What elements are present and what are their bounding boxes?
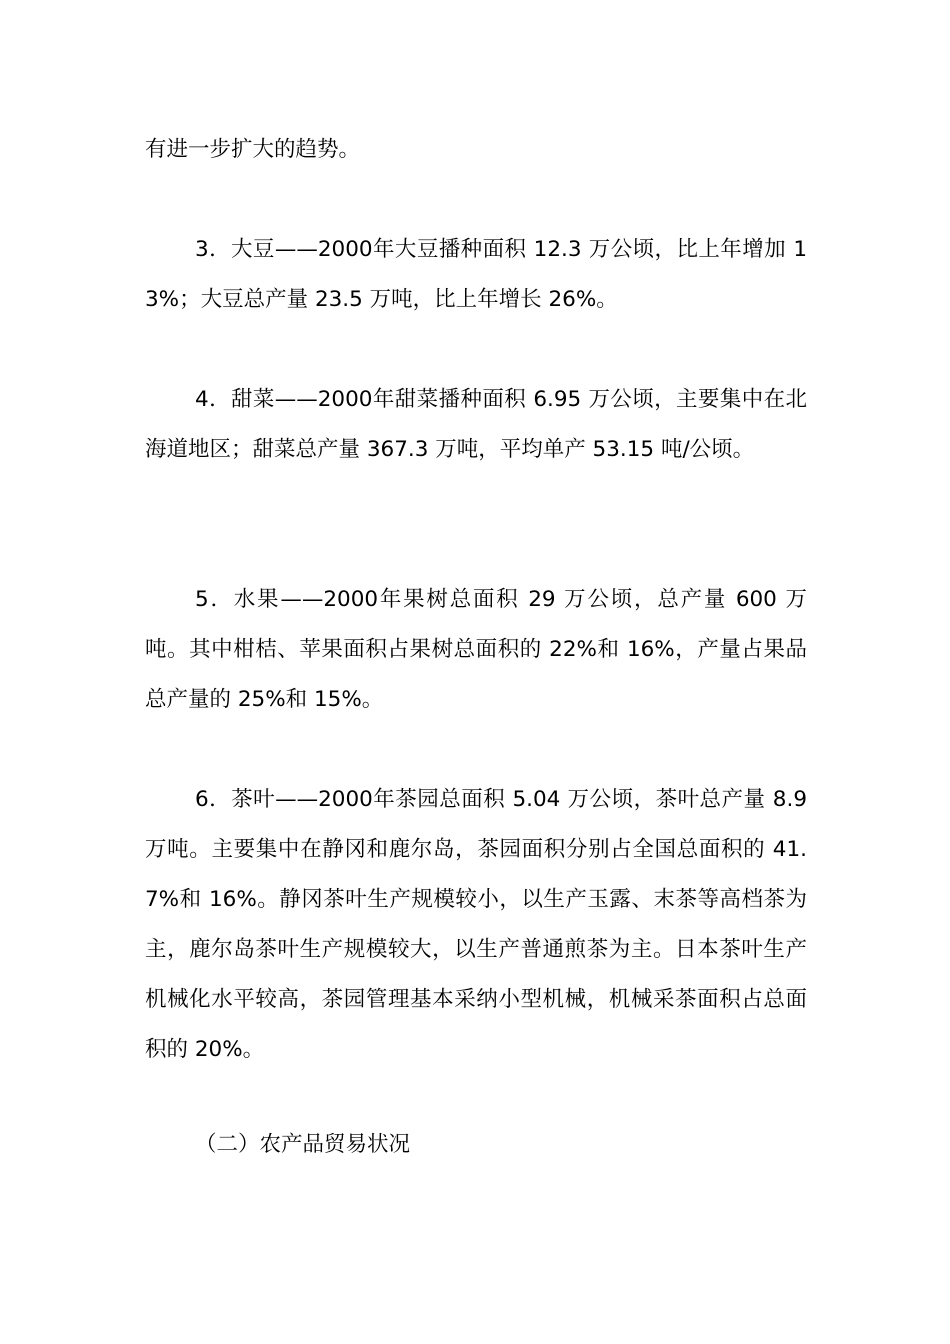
paragraph-sugar-beet: 4．甜菜——2000年甜菜播种面积 6.95 万公顷，主要集中在北海道地区；甜菜总产量 367.3 万吨，平均单产 53.15 吨/公顷。 [145, 387, 807, 462]
paragraph-continuation: 有进一步扩大的趋势。 [145, 137, 361, 162]
paragraph-fruit: 5．水果——2000年果树总面积 29 万公顷，总产量 600 万吨。其中柑桔、苹果面积占果树总面积的 22%和 16%，产量占果品总产量的 25%和 15%。 [145, 587, 807, 712]
section-heading: （二）农产品贸易状况 [195, 1132, 411, 1157]
paragraph-tea: 6．茶叶——2000年茶园总面积 5.04 万公顷，茶叶总产量 8.9 万吨。主要集中在静冈和鹿尔岛，茶园面积分别占全国总面积的 41.7%和 16%。静冈茶叶生产规模较小，以生产玉露、末茶等高档茶为主，鹿尔岛茶叶生产规模较大，以生产普通煎茶为主。日本茶叶生产机械化水平较高，茶园管理基本采纳小型机械，机械采茶面积占总面积的 20%。 [145, 787, 807, 1062]
paragraph-soybean: 3．大豆——2000年大豆播种面积 12.3 万公顷，比上年增加 13%；大豆总产量 23.5 万吨，比上年增长 26%。 [145, 237, 807, 312]
